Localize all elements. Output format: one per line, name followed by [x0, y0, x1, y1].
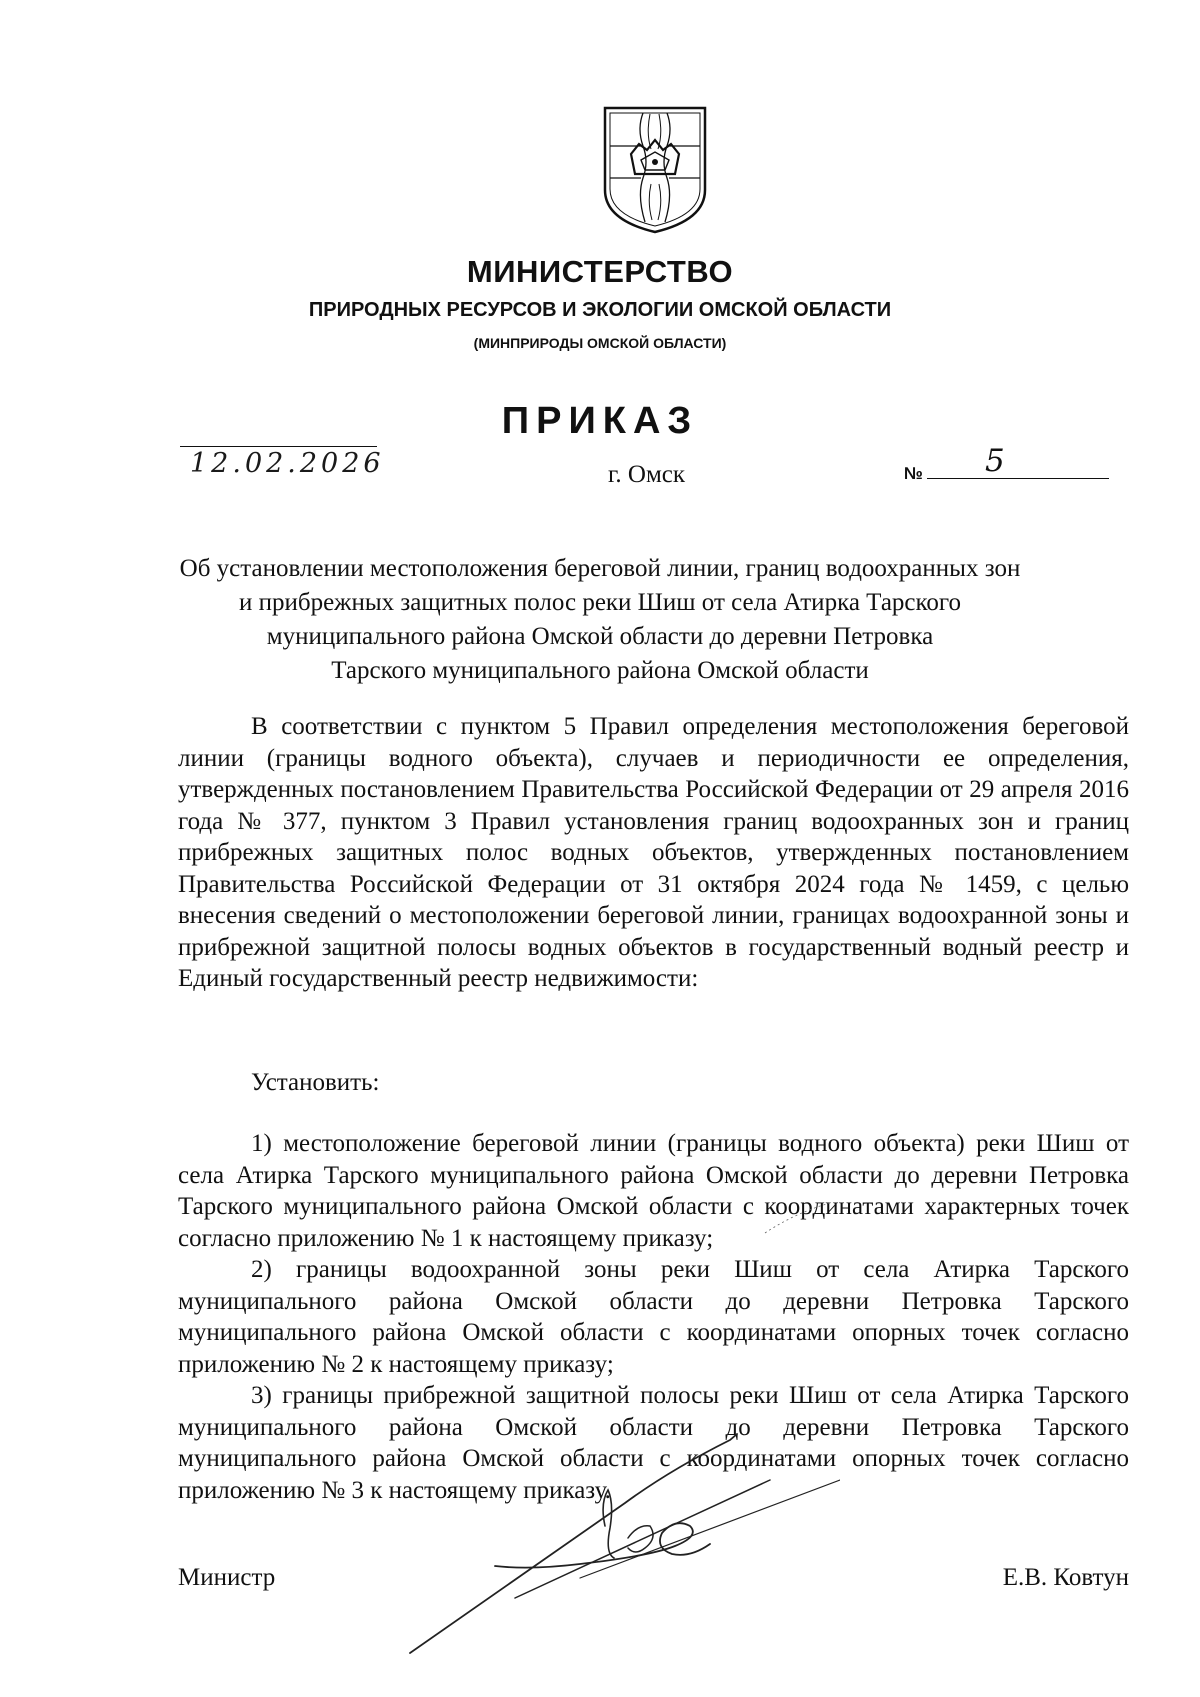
- ministry-full-name: ПРИРОДНЫХ РЕСУРСОВ И ЭКОЛОГИИ ОМСКОЙ ОБЛАСТИ: [308, 299, 892, 321]
- ministry-short-name: (МИНПРИРОДЫ ОМСКОЙ ОБЛАСТИ): [473, 335, 727, 351]
- subject-line: и прибрежных защитных полос реки Шиш от села Атирка Тарского: [238, 589, 962, 616]
- signer-name: Е.В. Ковтун: [1002, 1564, 1129, 1591]
- document-subject: [150, 552, 1050, 688]
- document-date: 12.02.2026: [190, 448, 385, 479]
- document-type-title: ПРИКАЗ: [501, 400, 699, 442]
- subject-line: муниципального района Омской области до деревни Петровка: [266, 623, 934, 650]
- subject-line: Об установлении местоположения береговой линии, границ водоохранных зон: [179, 555, 1021, 582]
- number-label: №: [904, 464, 923, 483]
- handwritten-signature: [400, 1108, 840, 1668]
- preamble-paragraph: В соответствии с пунктом 5 Правил определения местоположения береговой линии (границы водного объекта), случаев и периодичности ее определения, утвержденных постановлением Правительства Российской Федерации от 29 апреля 2016 года № 377, пунктом 3 Правил установления границ водоохранных зон и границ прибрежных защитных полос водных объектов, утвержденных постановлением Правительства Российской Федерации от 31 октября 2024 года № 1459, с целью внесения сведений о местоположении береговой линии, границах водоохранной зоны и прибрежной защитной полосы водных объектов в государственный водный реестр и Единый государственный реестр недвижимости:: [178, 713, 1129, 992]
- omsk-region-coat-of-arms-icon: [601, 104, 709, 236]
- number-underline: [927, 478, 1109, 479]
- signer-position: Министр: [178, 1564, 276, 1591]
- city-label: г. Омск: [608, 461, 686, 488]
- document-number: 5: [985, 443, 1005, 479]
- order-item: 2) границы водоохранной зоны реки Шиш от села Атирка Тарского муниципального района Омской области до деревни Петровка Тарского муниципального района Омской области с координатами опорных точек согласно приложению № 2 к настоящему приказу;: [178, 1256, 1129, 1378]
- ministry-title: МИНИСТЕРСТВО: [466, 254, 734, 289]
- subject-line: Тарского муниципального района Омской области: [331, 657, 869, 684]
- order-item: 1) местоположение береговой линии (границы водного объекта) реки Шиш от села Атирка Тарского муниципального района Омской области до деревни Петровка Тарского муниципального района Омской области с координатами характерных точек согласно приложению № 1 к настоящему приказу;: [178, 1130, 1129, 1252]
- date-underline: [180, 446, 377, 447]
- order-item: 3) границы прибрежной защитной полосы реки Шиш от села Атирка Тарского муниципального района Омской области до деревни Петровка Тарского муниципального района Омской области с координатами опорных точек согласно приложению № 3 к настоящему приказу.: [178, 1382, 1129, 1504]
- establish-heading: Установить:: [251, 1069, 380, 1096]
